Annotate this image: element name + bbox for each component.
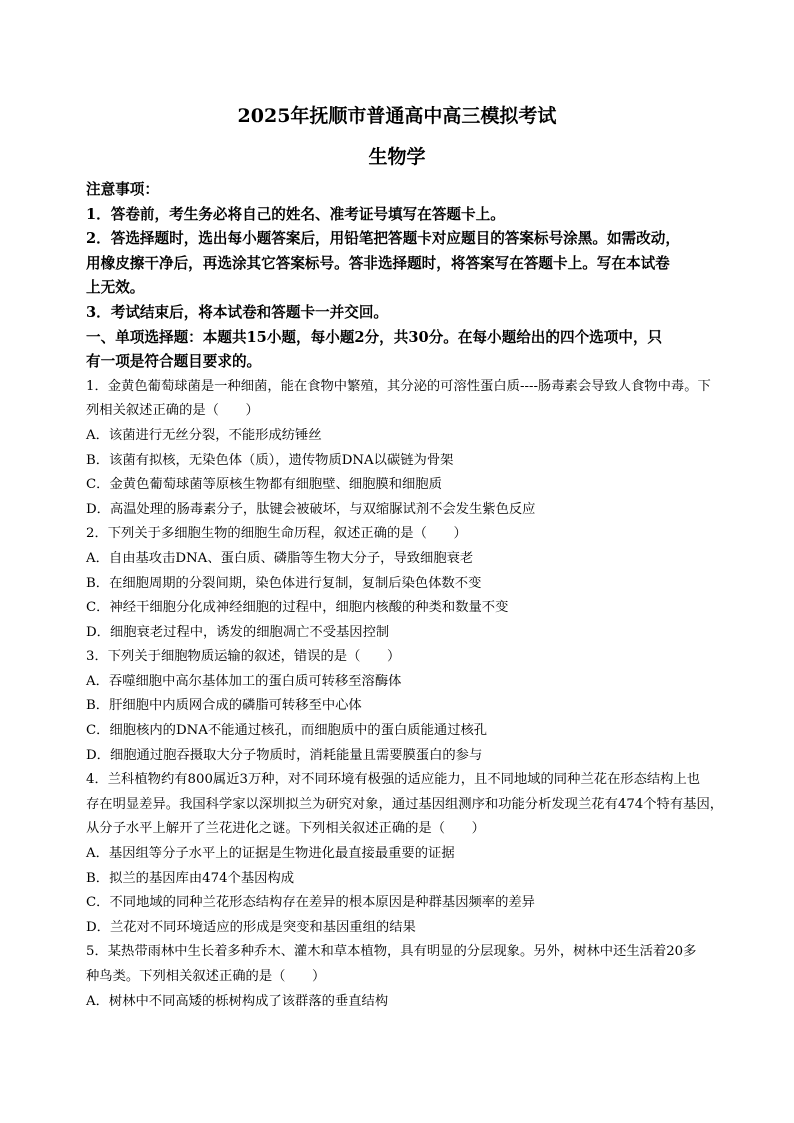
- section-heading-line: 有一项是符合题目要求的。: [86, 353, 262, 371]
- question-stem: 列相关叙述正确的是（ ）: [86, 403, 259, 419]
- question-stem: 存在明显差异。我国科学家以深圳拟兰为研究对象，通过基因组测序和功能分析发现兰花有474个特有基因，: [86, 796, 724, 812]
- notice-item: 用橡皮擦干净后，再选涂其它答案标号。答非选择题时，将答案写在答题卡上。写在本试卷: [86, 254, 670, 272]
- notice-item: 1．答卷前，考生务必将自己的姓名、准考证号填写在答题卡上。: [86, 205, 505, 223]
- option-a: A．基因组等分子水平上的证据是生物进化最直接最重要的证据: [86, 846, 455, 862]
- question-stem: 2．下列关于多细胞生物的细胞生命历程，叙述正确的是（ ）: [86, 526, 467, 542]
- question-stem: 4．兰科植物约有800属近3万种，对不同环境有极强的适应能力，且不同地域的同种兰花在形态结构上也: [86, 772, 701, 788]
- question-stem: 种鸟类。下列相关叙述正确的是（ ）: [86, 969, 326, 984]
- subject-title: 生物学: [368, 146, 426, 168]
- option-b: B．在细胞周期的分裂间期，染色体进行复制，复制后染色体数不变: [86, 575, 482, 591]
- option-c: C．金黄色葡萄球菌等原核生物都有细胞壁、细胞膜和细胞质: [86, 477, 442, 493]
- question-stem: 5．某热带雨林中生长着多种乔木、灌木和草本植物，具有明显的分层现象。另外，树林中还生活着20多: [86, 944, 697, 960]
- notice-item: 2．答选择题时，选出每小题答案后，用铅笔把答题卡对应题目的答案标号涂黑。如需改动，: [86, 230, 680, 248]
- question-stem: 1．金黄色葡萄球菌是一种细菌，能在食物中繁殖，其分泌的可溶性蛋白质----肠毒素会导致人食物中毒。下: [86, 378, 711, 394]
- option-d: D．细胞衰老过程中，诱发的细胞凋亡不受基因控制: [86, 624, 390, 640]
- option-d: D．细胞通过胞吞摄取大分子物质时，消耗能量且需要膜蛋白的参与: [86, 747, 483, 763]
- notice-item: 3．考试结束后，将本试卷和答题卡一并交回。: [86, 303, 389, 321]
- question-stem: 3．下列关于细胞物质运输的叙述，错误的是（ ）: [86, 649, 401, 665]
- notice-item: 上无效。: [86, 279, 145, 297]
- option-b: B．拟兰的基因库由474个基因构成: [86, 870, 295, 886]
- question-1: [86, 375, 716, 523]
- option-a: A．该菌进行无丝分裂，不能形成纺锤丝: [86, 427, 322, 443]
- notice-section: [86, 178, 716, 326]
- question-2: [86, 522, 716, 645]
- section-heading: [86, 326, 716, 375]
- option-b: B．肝细胞中内质网合成的磷脂可转移至中心体: [86, 698, 362, 714]
- option-a: A．自由基攻击DNA、蛋白质、磷脂等生物大分子，导致细胞衰老: [86, 550, 474, 566]
- section-heading-line: 一、单项选择题：本题共15小题，每小题2分，共30分。在每小题给出的四个选项中，只: [86, 328, 663, 346]
- notice-heading: 注意事项：: [86, 181, 159, 198]
- option-d: D．高温处理的肠毒素分子，肽键会被破坏，与双缩脲试剂不会发生紫色反应: [86, 501, 536, 517]
- question-3: [86, 645, 716, 768]
- option-b: B．该菌有拟核，无染色体（质），遗传物质DNA以碳链为骨架: [86, 452, 454, 468]
- option-a: A．吞噬细胞中高尔基体加工的蛋白质可转移至溶酶体: [86, 673, 402, 689]
- option-c: C．细胞核内的DNA不能通过核孔，而细胞质中的蛋白质能通过核孔: [86, 723, 488, 739]
- question-stem: 从分子水平上解开了兰花进化之谜。下列相关叙述正确的是（ ）: [86, 821, 485, 837]
- question-4: [86, 768, 724, 940]
- option-d: D．兰花对不同环境适应的形成是突变和基因重组的结果: [86, 919, 416, 935]
- exam-title: 2025年抚顺市普通高中高三模拟考试: [237, 105, 557, 127]
- question-5: [86, 940, 716, 1014]
- option-c: C．神经干细胞分化成神经细胞的过程中，细胞内核酸的种类和数量不变: [86, 600, 509, 616]
- option-c: C．不同地域的同种兰花形态结构存在差异的根本原因是种群基因频率的差异: [86, 895, 535, 911]
- exam-body: [86, 178, 724, 1014]
- option-a: A．树林中不同高矮的栎树构成了该群落的垂直结构: [86, 993, 389, 1009]
